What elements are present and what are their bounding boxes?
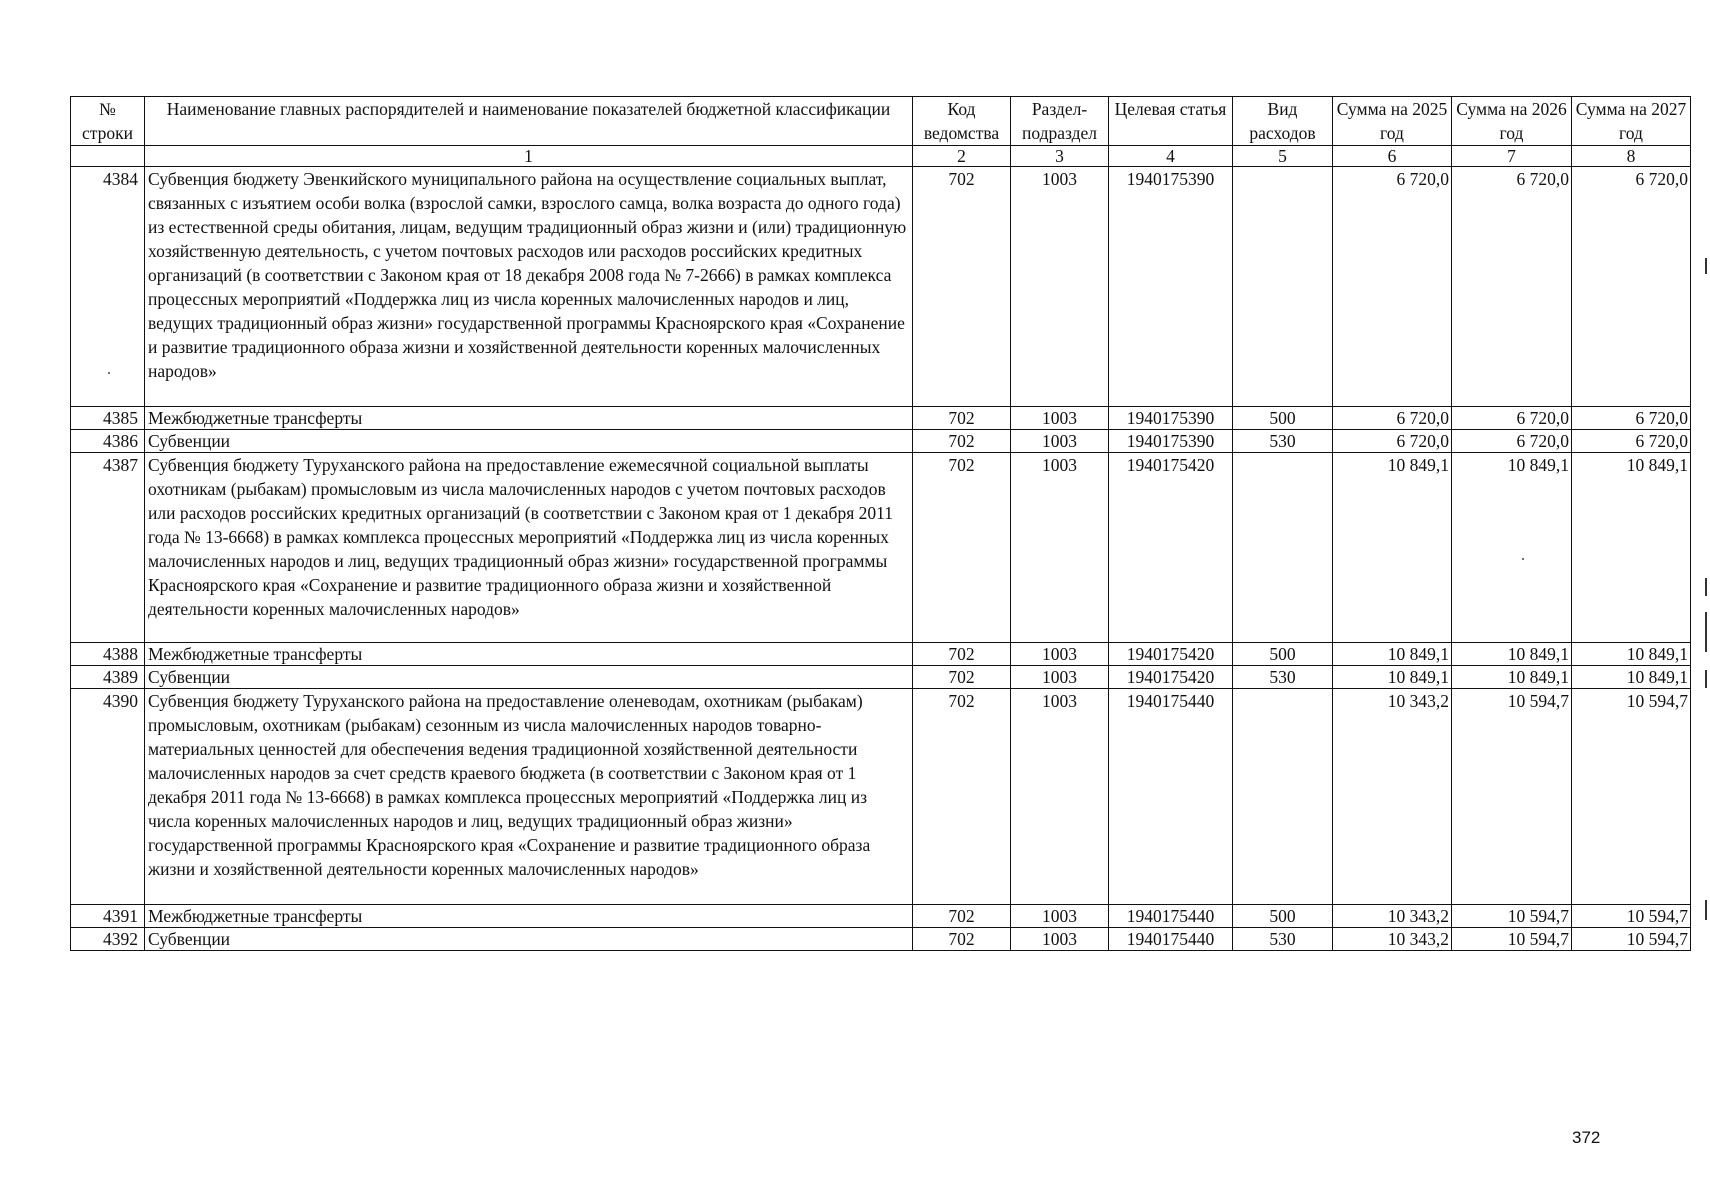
row-sum-2027: 6 720,0 bbox=[1572, 430, 1691, 453]
row-sum-2026: 6 720,0 bbox=[1452, 430, 1572, 453]
scan-edge-mark bbox=[1705, 578, 1707, 596]
row-statya: 1940175390 bbox=[1109, 407, 1233, 430]
column-index: 5 bbox=[1233, 146, 1333, 167]
row-vid: 530 bbox=[1233, 928, 1333, 951]
column-index bbox=[71, 146, 145, 167]
row-sum-2025: 10 849,1 bbox=[1333, 453, 1452, 643]
row-ved: 702 bbox=[913, 643, 1011, 666]
row-ved: 702 bbox=[913, 407, 1011, 430]
row-vid bbox=[1233, 453, 1333, 643]
row-name: Субвенция бюджету Туруханского района на предоставление ежемесячной социальной выплаты охотникам (рыбакам) промысловым из числа малочисленных народов с учетом почтовых расходов или расходов российских кредитных организаций (в соответствии с Законом края от 1 декабря 2011 года № 13-6668) в рамках комплекса процессных мероприятий «Поддержка лиц из числа коренных малочисленных народов и лиц, ведущих традиционный образ жизни» государственной программы Красноярского края «Сохранение и развитие традиционного образа жизни и хозяйственной деятельности коренных малочисленных народов» bbox=[145, 453, 913, 643]
row-sum-2027: 10 849,1 bbox=[1572, 453, 1691, 643]
scan-dot bbox=[108, 372, 110, 374]
row-razdel: 1003 bbox=[1011, 905, 1109, 928]
row-sum-2027: 10 594,7 bbox=[1572, 689, 1691, 905]
row-vid bbox=[1233, 167, 1333, 407]
scan-edge-mark bbox=[1705, 258, 1707, 274]
column-index: 8 bbox=[1572, 146, 1691, 167]
header-ved: Код ведомства bbox=[913, 97, 1011, 146]
row-sum-2026: 6 720,0 bbox=[1452, 407, 1572, 430]
row-sum-2025: 10 849,1 bbox=[1333, 643, 1452, 666]
row-statya: 1940175420 bbox=[1109, 453, 1233, 643]
scan-edge-mark bbox=[1705, 612, 1707, 652]
row-sum-2025: 6 720,0 bbox=[1333, 407, 1452, 430]
header-sum-2025: Сумма на 2025 год bbox=[1333, 97, 1452, 146]
row-sum-2026: 6 720,0 bbox=[1452, 167, 1572, 407]
table-row bbox=[71, 666, 1691, 689]
row-sum-2027: 10 594,7 bbox=[1572, 905, 1691, 928]
row-statya: 1940175440 bbox=[1109, 928, 1233, 951]
column-index: 7 bbox=[1452, 146, 1572, 167]
row-sum-2027: 10 849,1 bbox=[1572, 666, 1691, 689]
row-name: Субвенции bbox=[145, 666, 913, 689]
scan-edge-mark bbox=[1705, 900, 1707, 920]
row-sum-2026: 10 594,7 bbox=[1452, 689, 1572, 905]
row-sum-2026: 10 849,1 bbox=[1452, 666, 1572, 689]
row-razdel: 1003 bbox=[1011, 666, 1109, 689]
row-name: Межбюджетные трансферты bbox=[145, 643, 913, 666]
row-statya: 1940175440 bbox=[1109, 905, 1233, 928]
row-number: 4389 bbox=[71, 666, 145, 689]
header-statya: Целевая статья bbox=[1109, 97, 1233, 146]
row-razdel: 1003 bbox=[1011, 453, 1109, 643]
row-sum-2025: 10 343,2 bbox=[1333, 905, 1452, 928]
column-index: 3 bbox=[1011, 146, 1109, 167]
row-sum-2026: 10 594,7 bbox=[1452, 905, 1572, 928]
row-statya: 1940175390 bbox=[1109, 167, 1233, 407]
column-index: 1 bbox=[145, 146, 913, 167]
table-row bbox=[71, 407, 1691, 430]
row-sum-2027: 6 720,0 bbox=[1572, 167, 1691, 407]
row-number: 4387 bbox=[71, 453, 145, 643]
row-number: 4386 bbox=[71, 430, 145, 453]
row-vid: 500 bbox=[1233, 407, 1333, 430]
scan-edge-mark bbox=[1705, 670, 1707, 688]
row-name: Субвенция бюджету Туруханского района на предоставление оленеводам, охотникам (рыбакам) промысловым, охотникам (рыбакам) сезонным из числа малочисленных народов товарно-материальных ценностей для обеспечения ведения традиционной хозяйственной деятельности малочисленных народов за счет средств краевого бюджета (в соответствии с Законом края от 1 декабря 2011 года № 13-6668) в рамках комплекса процессных мероприятий «Поддержка лиц из числа коренных малочисленных народов и лиц, ведущих традиционный образ жизни» государственной программы Красноярского края «Сохранение и развитие традиционного образа жизни и хозяйственной деятельности коренных малочисленных народов» bbox=[145, 689, 913, 905]
row-vid: 500 bbox=[1233, 905, 1333, 928]
row-sum-2027: 10 594,7 bbox=[1572, 928, 1691, 951]
table-row bbox=[71, 453, 1691, 643]
table-row bbox=[71, 689, 1691, 905]
column-index-row bbox=[71, 146, 1691, 167]
column-index: 2 bbox=[913, 146, 1011, 167]
header-razdel: Раздел-подраздел bbox=[1011, 97, 1109, 146]
row-sum-2025: 10 343,2 bbox=[1333, 928, 1452, 951]
header-sum-2027: Сумма на 2027 год bbox=[1572, 97, 1691, 146]
row-razdel: 1003 bbox=[1011, 689, 1109, 905]
header-sum-2026: Сумма на 2026 год bbox=[1452, 97, 1572, 146]
header-name: Наименование главных распорядителей и наименование показателей бюджетной классификации bbox=[145, 97, 913, 146]
row-number: 4390 bbox=[71, 689, 145, 905]
header-vid: Вид расходов bbox=[1233, 97, 1333, 146]
row-sum-2026: 10 849,1 bbox=[1452, 643, 1572, 666]
row-vid: 530 bbox=[1233, 666, 1333, 689]
row-number: 4384 bbox=[71, 167, 145, 407]
row-name: Межбюджетные трансферты bbox=[145, 905, 913, 928]
table-row bbox=[71, 928, 1691, 951]
row-sum-2027: 6 720,0 bbox=[1572, 407, 1691, 430]
row-razdel: 1003 bbox=[1011, 928, 1109, 951]
row-number: 4385 bbox=[71, 407, 145, 430]
row-ved: 702 bbox=[913, 928, 1011, 951]
row-statya: 1940175420 bbox=[1109, 643, 1233, 666]
table-row bbox=[71, 905, 1691, 928]
header-row bbox=[71, 97, 1691, 146]
row-vid bbox=[1233, 689, 1333, 905]
row-sum-2025: 10 343,2 bbox=[1333, 689, 1452, 905]
row-sum-2027: 10 849,1 bbox=[1572, 643, 1691, 666]
column-index: 4 bbox=[1109, 146, 1233, 167]
row-ved: 702 bbox=[913, 905, 1011, 928]
row-ved: 702 bbox=[913, 666, 1011, 689]
row-name: Субвенция бюджету Эвенкийского муниципального района на осуществление социальных выплат, связанных с изъятием особи волка (взрослой самки, взрослого самца, волка возраста до одного года) из естественной среды обитания, лицам, ведущим традиционный образ жизни и (или) традиционную хозяйственную деятельность, с учетом почтовых расходов или расходов российских кредитных организаций (в соответствии с Законом края от 18 декабря 2008 года № 7-2666) в рамках комплекса процессных мероприятий «Поддержка лиц из числа коренных малочисленных народов и лиц, ведущих традиционный образ жизни» государственной программы Красноярского края «Сохранение и развитие традиционного образа жизни и хозяйственной деятельности коренных малочисленных народов» bbox=[145, 167, 913, 407]
row-sum-2026: 10 594,7 bbox=[1452, 928, 1572, 951]
table-row bbox=[71, 643, 1691, 666]
row-name: Межбюджетные трансферты bbox=[145, 407, 913, 430]
row-razdel: 1003 bbox=[1011, 407, 1109, 430]
budget-table bbox=[70, 96, 1691, 951]
column-index: 6 bbox=[1333, 146, 1452, 167]
row-statya: 1940175420 bbox=[1109, 666, 1233, 689]
table-row bbox=[71, 430, 1691, 453]
page-number: 372 bbox=[1572, 1128, 1601, 1147]
row-sum-2025: 6 720,0 bbox=[1333, 167, 1452, 407]
row-ved: 702 bbox=[913, 430, 1011, 453]
header-num: № строки bbox=[71, 97, 145, 146]
row-number: 4388 bbox=[71, 643, 145, 666]
row-ved: 702 bbox=[913, 689, 1011, 905]
row-razdel: 1003 bbox=[1011, 643, 1109, 666]
row-vid: 530 bbox=[1233, 430, 1333, 453]
row-sum-2025: 10 849,1 bbox=[1333, 666, 1452, 689]
row-razdel: 1003 bbox=[1011, 430, 1109, 453]
scan-dot bbox=[1522, 558, 1524, 560]
row-ved: 702 bbox=[913, 167, 1011, 407]
row-number: 4391 bbox=[71, 905, 145, 928]
row-statya: 1940175440 bbox=[1109, 689, 1233, 905]
row-sum-2026: 10 849,1 bbox=[1452, 453, 1572, 643]
row-razdel: 1003 bbox=[1011, 167, 1109, 407]
row-ved: 702 bbox=[913, 453, 1011, 643]
row-vid: 500 bbox=[1233, 643, 1333, 666]
row-name: Субвенции bbox=[145, 928, 913, 951]
table-row bbox=[71, 167, 1691, 407]
row-sum-2025: 6 720,0 bbox=[1333, 430, 1452, 453]
row-number: 4392 bbox=[71, 928, 145, 951]
row-name: Субвенции bbox=[145, 430, 913, 453]
row-statya: 1940175390 bbox=[1109, 430, 1233, 453]
